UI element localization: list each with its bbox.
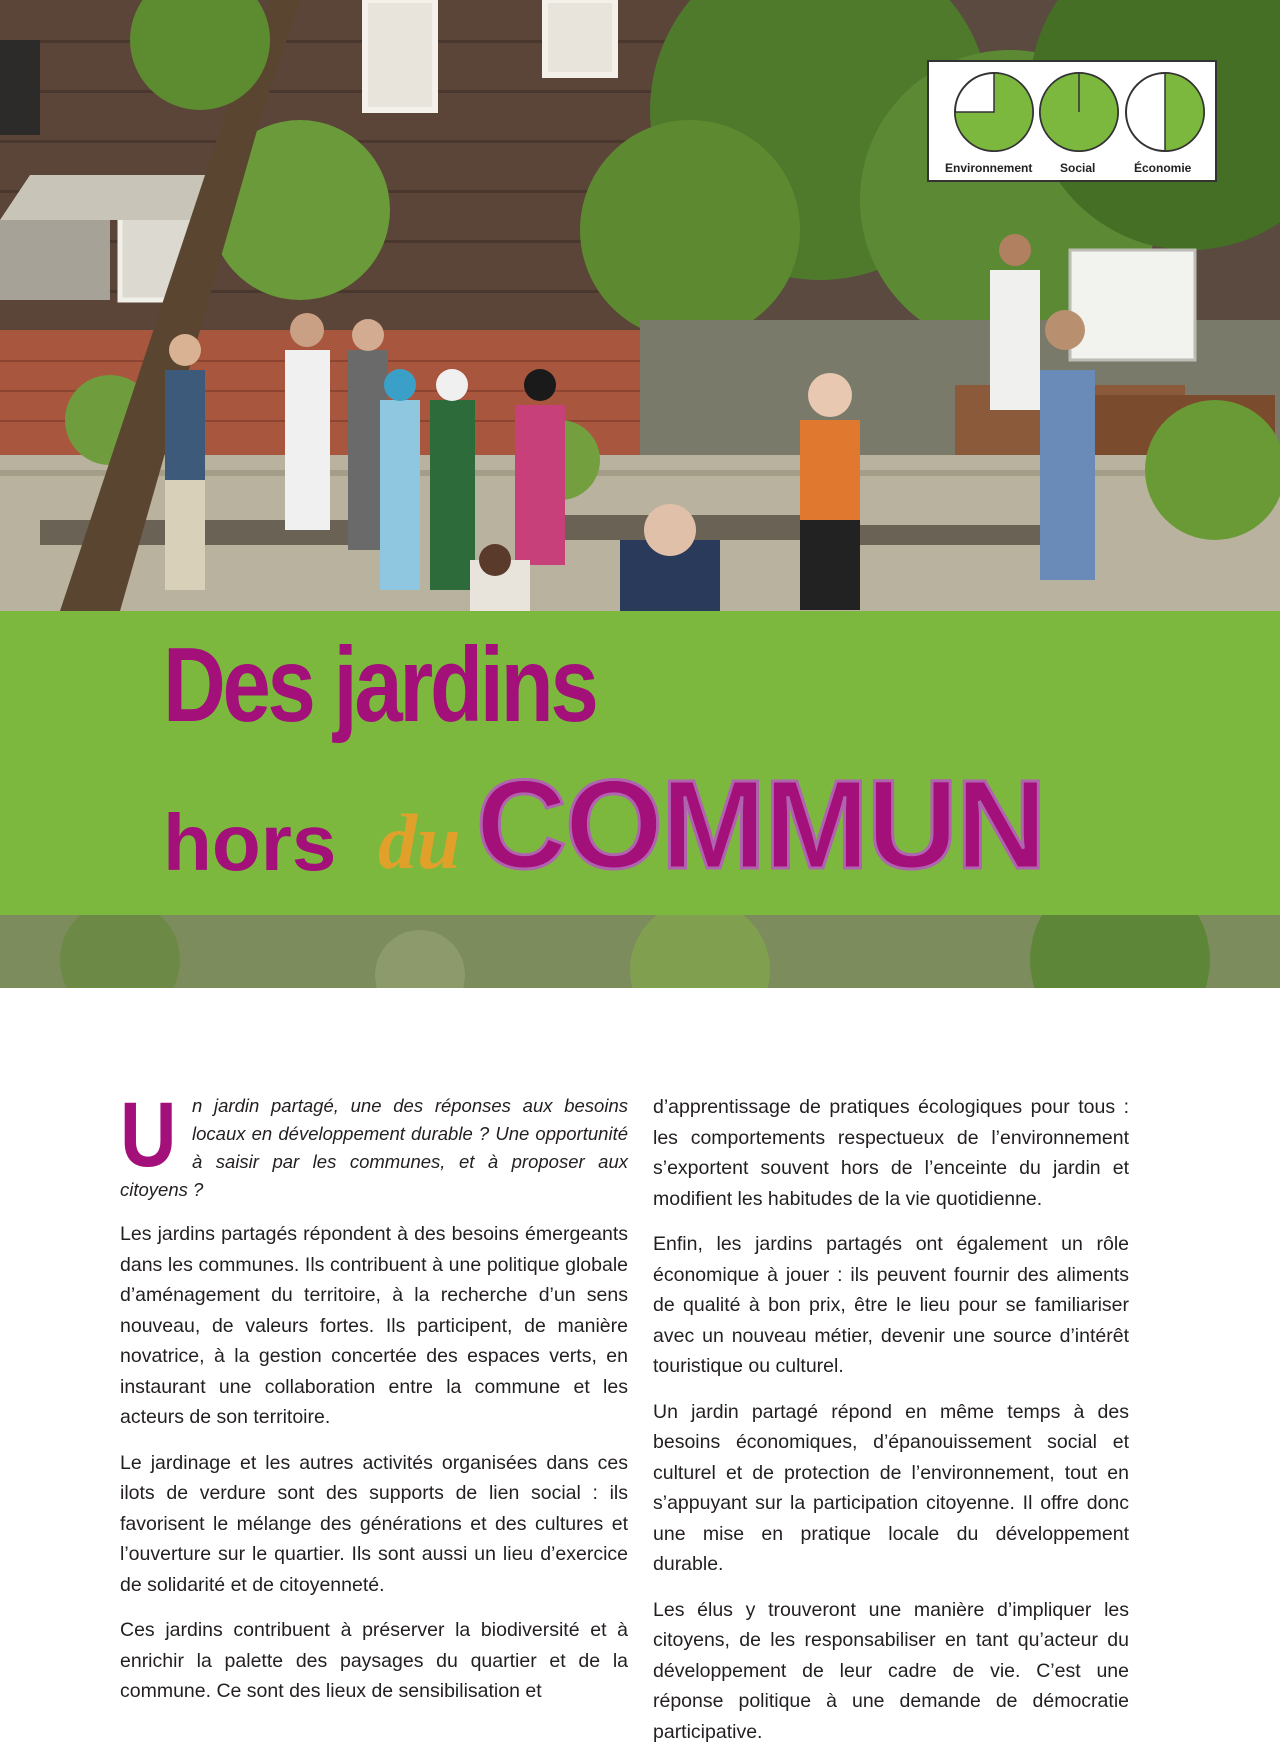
paragraph: Un jardin partagé répond en même temps à des besoins économiques, d’épanouissement social et culturel et de protection de l’environnement, tout en s’appuyant sur la participation citoyenne. Il offre donc une mise en pratique locale du développement durable.	[653, 1400, 1129, 1575]
economy-gauge-icon	[1126, 73, 1204, 151]
article-column-left	[120, 1084, 628, 1722]
social-label: Social	[1060, 161, 1096, 175]
title-line-1: Des jardins	[163, 626, 596, 744]
title-hors: hors	[163, 798, 337, 887]
title-du: du	[378, 798, 461, 885]
paragraph: Les jardins partagés répondent à des besoins émergeants dans les communes. Ils contribuent à une politique globale d’aménagement du territoire, à la recherche d’un sens nouveau, de valeurs fortes. Ils participent, de manière novatrice, à la gestion concertée des espaces verts, en instaurant une collaboration entre la commune et les acteurs de son territoire.	[120, 1223, 628, 1428]
paragraph: Enfin, les jardins partagés ont également un rôle économique à jouer : ils peuvent fournir des aliments de qualité à bon prix, être le lieu pour se familiariser avec un nouveau métier, devenir une source d’intérêt touristique ou culturel.	[653, 1233, 1129, 1377]
environment-label: Environnement	[945, 161, 1033, 175]
economy-label: Économie	[1134, 161, 1192, 175]
paragraph: Ces jardins contribuent à préserver la biodiversité et à enrichir la palette des paysages du quartier et de la commune. Ce sont des lieux de sensibilisation et	[120, 1619, 628, 1702]
pillar-gauges	[929, 62, 1219, 162]
intro-paragraph	[120, 1084, 628, 1204]
social-gauge-icon	[1040, 73, 1118, 151]
intro-text: n jardin partagé, une des réponses aux besoins locaux en développement durable ? Une opportunité à saisir par les communes, et à proposer aux citoyens ?	[120, 1095, 628, 1200]
sustainability-pillars-badge	[927, 60, 1217, 182]
paragraph: Le jardinage et les autres activités organisées dans ces ilots de verdure sont des supports de lien social : ils favorisent le mélange des générations et des cultures et l’ouverture sur le quartier. Ils sont aussi un lieu d’exercice de solidarité et de citoyenneté.	[120, 1451, 628, 1596]
article-column-right	[653, 1092, 1129, 1762]
drop-cap: U	[120, 1084, 177, 1186]
paragraph: d’apprentissage de pratiques écologiques pour tous : les comportements respectueux de l’environnement s’exportent souvent hors de l’enceinte du jardin et modifient les habitudes de la vie quotidienne.	[653, 1096, 1129, 1210]
paragraph: Les élus y trouveront une manière d’impliquer les citoyens, de les responsabiliser en tant qu’acteur du développement de leur cadre de vie. C’est une réponse politique à une demande de démocratie participative.	[653, 1598, 1129, 1743]
environment-gauge-icon	[955, 73, 1033, 151]
title-commun: COMMUN	[476, 754, 1045, 895]
